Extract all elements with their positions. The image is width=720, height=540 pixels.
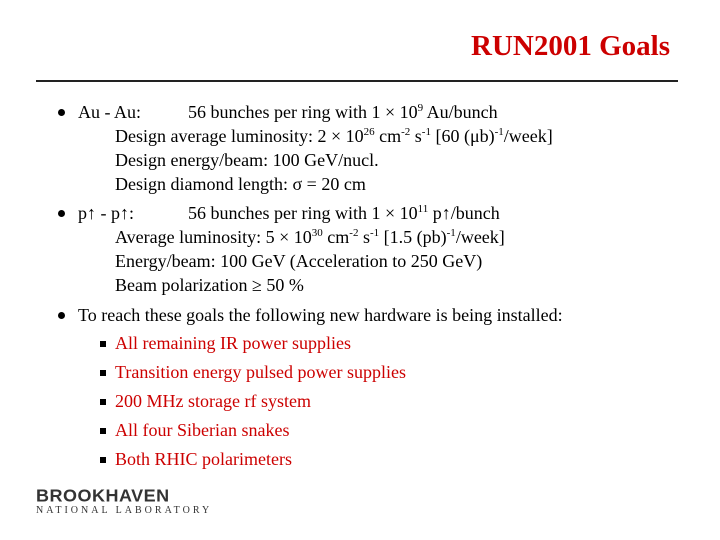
au-au-bunches: 56 bunches per ring with $1 \times 10^9$ Au/bunch (188, 102, 498, 122)
subitem-square (100, 341, 106, 347)
subitem-ir-power: All remaining IR power supplies (115, 333, 351, 353)
logo-main-text: BROOKHAVEN (36, 486, 170, 506)
subitem-siberian-snakes: All four Siberian snakes (115, 420, 290, 440)
logo-sub-text: NATIONAL LABORATORY (36, 505, 213, 516)
au-au-energy: Design energy/beam: 100 GeV/nucl. (115, 150, 379, 170)
subitem-transition-energy: Transition energy pulsed power supplies (115, 362, 406, 382)
pp-bunches: 56 bunches per ring with $1 \times 10^{11}$ p↑/bunch (188, 203, 500, 223)
subitem-square (100, 428, 106, 434)
au-au-diamond-length: Design diamond length: σ = 20 cm (115, 174, 366, 194)
au-au-line-1 (78, 101, 678, 123)
au-au-label: Au - Au: (78, 102, 141, 122)
brookhaven-logo (36, 486, 212, 516)
subitem-square (100, 370, 106, 376)
bullet-hardware (58, 312, 65, 319)
pp-luminosity: Average luminosity: $5 \times 10^{30}$ $cm^{-2}$ $s^{-1}$ [1.5 (pb)$^{-1}$/week] (115, 227, 505, 247)
au-au-luminosity: Design average luminosity: $2 \times 10^{26}$ $cm^{-2}$ $s^{-1}$ [60 $(\mu b)^{-1}/week$] (115, 126, 553, 146)
title-divider (36, 80, 678, 82)
subitem-polarimeters: Both RHIC polarimeters (115, 449, 292, 469)
pp-line-1 (78, 202, 678, 224)
hardware-intro: To reach these goals the following new hardware is being installed: (78, 305, 563, 325)
bullet-pp (58, 210, 65, 217)
subitem-rf-system: 200 MHz storage rf system (115, 391, 311, 411)
slide-title: RUN2001 Goals (471, 30, 670, 62)
pp-label: p↑ - p↑: (78, 203, 134, 223)
bullet-au-au (58, 109, 65, 116)
pp-energy: Energy/beam: 100 GeV (Acceleration to 250 GeV) (115, 251, 483, 271)
subitem-square (100, 399, 106, 405)
subitem-square (100, 457, 106, 463)
pp-polarization: Beam polarization ≥ 50 % (115, 275, 304, 295)
